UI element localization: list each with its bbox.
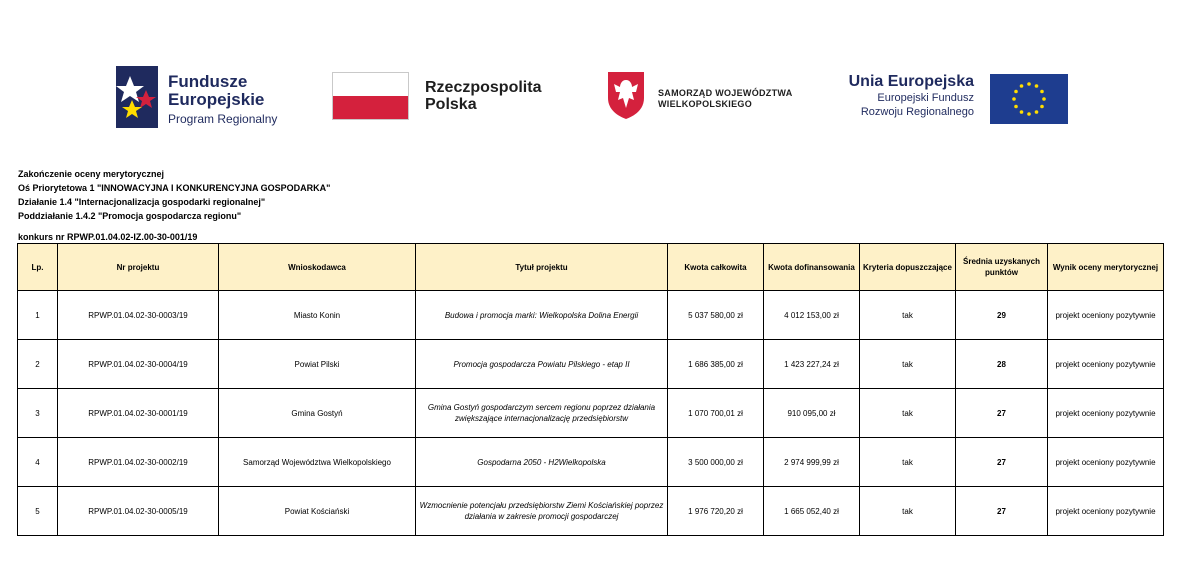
logo-bar — [106, 60, 1070, 136]
priority-axis: Oś Priorytetowa 1 "INNOWACYJNA I KONKURENCYJNA GOSPODARKA" — [18, 183, 331, 193]
cell-applicant: Samorząd Województwa Wielkopolskiego — [219, 438, 416, 487]
eu-star-icon — [1040, 105, 1044, 109]
cell-result: projekt oceniony pozytywnie — [1048, 487, 1164, 536]
cell-result: projekt oceniony pozytywnie — [1048, 291, 1164, 340]
polish-flag-icon — [332, 72, 409, 120]
cell-result: projekt oceniony pozytywnie — [1048, 389, 1164, 438]
col-tytul: Tytuł projektu — [416, 244, 668, 291]
col-srednia: Średnia uzyskanych punktów — [956, 244, 1048, 291]
cell-points: 27 — [956, 389, 1048, 438]
col-wnioskodawca: Wnioskodawca — [219, 244, 416, 291]
cell-lp: 1 — [18, 291, 58, 340]
eu-star-icon — [1020, 84, 1024, 88]
cell-total: 3 500 000,00 zł — [668, 438, 764, 487]
subaction-line: Poddziałanie 1.4.2 "Promocja gospodarcza regionu" — [18, 211, 242, 221]
cell-cofinancing: 2 974 999,99 zł — [764, 438, 860, 487]
cell-nr: RPWP.01.04.02-30-0003/19 — [58, 291, 219, 340]
fundusze-europejskie-logo — [116, 63, 286, 127]
cell-nr: RPWP.01.04.02-30-0005/19 — [58, 487, 219, 536]
fundusze-line2: Europejskie — [168, 90, 265, 109]
cell-criteria: tak — [860, 487, 956, 536]
eagle-shield-icon — [606, 70, 646, 120]
eu-star-icon — [1042, 97, 1046, 101]
eu-star-icon — [1014, 105, 1018, 109]
eu-star-icon — [1027, 112, 1031, 116]
cell-cofinancing: 910 095,00 zł — [764, 389, 860, 438]
cell-criteria: tak — [860, 291, 956, 340]
cell-title: Budowa i promocja marki: Wielkopolska Dolina Energii — [416, 291, 668, 340]
cell-lp: 4 — [18, 438, 58, 487]
cell-result: projekt oceniony pozytywnie — [1048, 438, 1164, 487]
cell-total: 5 037 580,00 zł — [668, 291, 764, 340]
table-row — [18, 487, 1164, 536]
rzeczpospolita-line2: Polska — [425, 96, 477, 113]
eu-star-icon — [1035, 84, 1039, 88]
cell-criteria: tak — [860, 389, 956, 438]
cell-cofinancing: 4 012 153,00 zł — [764, 291, 860, 340]
cell-applicant: Gmina Gostyń — [219, 389, 416, 438]
cell-total: 1 686 385,00 zł — [668, 340, 764, 389]
cell-applicant: Miasto Konin — [219, 291, 416, 340]
cell-result: projekt oceniony pozytywnie — [1048, 340, 1164, 389]
table-row — [18, 389, 1164, 438]
rzeczpospolita-logo — [332, 72, 572, 124]
evaluation-title: Zakończenie oceny merytorycznej — [18, 169, 165, 179]
cell-cofinancing: 1 665 052,40 zł — [764, 487, 860, 536]
cell-applicant: Powiat Kościański — [219, 487, 416, 536]
table-row — [18, 340, 1164, 389]
fundusze-star-icon — [116, 66, 158, 128]
contest-number: konkurs nr RPWP.01.04.02-IZ.00-30-001/19 — [18, 232, 198, 242]
fundusze-line1: Fundusze — [168, 72, 248, 91]
cell-points: 27 — [956, 438, 1048, 487]
cell-total: 1 070 700,01 zł — [668, 389, 764, 438]
eu-flag-icon — [990, 74, 1068, 124]
cell-lp: 5 — [18, 487, 58, 536]
col-kwota-calkowita: Kwota całkowita — [668, 244, 764, 291]
eu-star-icon — [1014, 90, 1018, 94]
unia-europejska-logo — [836, 70, 1068, 126]
table-row — [18, 291, 1164, 340]
col-kwota-dofinansowania: Kwota dofinansowania — [764, 244, 860, 291]
eu-star-icon — [1020, 110, 1024, 114]
cell-cofinancing: 1 423 227,24 zł — [764, 340, 860, 389]
table-row — [18, 438, 1164, 487]
cell-lp: 2 — [18, 340, 58, 389]
cell-title: Gmina Gostyń gospodarczym sercem regionu poprzez działania zwiększające internacjonalizację przedsiębiorstw — [416, 389, 668, 438]
cell-criteria: tak — [860, 438, 956, 487]
cell-criteria: tak — [860, 340, 956, 389]
col-kryteria: Kryteria dopuszczające — [860, 244, 956, 291]
unia-line3: Rozwoju Regionalnego — [860, 106, 974, 118]
col-nr-projektu: Nr projektu — [58, 244, 219, 291]
samorzad-line2: WIELKOPOLSKIEGO — [658, 99, 753, 109]
cell-lp: 3 — [18, 389, 58, 438]
cell-title: Gospodarna 2050 - H2Wielkopolska — [416, 438, 668, 487]
cell-title: Wzmocnienie potencjału przedsiębiorstw Ziemi Kościańskiej poprzez działania w zakresie promocji gospodarczej — [416, 487, 668, 536]
eu-star-icon — [1035, 110, 1039, 114]
action-line: Działanie 1.4 "Internacjonalizacja gospodarki regionalnej" — [18, 197, 266, 207]
results-table — [17, 243, 1164, 536]
samorzad-logo — [606, 70, 806, 126]
eu-star-icon — [1027, 82, 1031, 86]
eu-star-icon — [1040, 90, 1044, 94]
document-header — [18, 167, 330, 223]
unia-line1: Unia Europejska — [848, 73, 974, 90]
cell-nr: RPWP.01.04.02-30-0002/19 — [58, 438, 219, 487]
cell-total: 1 976 720,20 zł — [668, 487, 764, 536]
unia-line2: Europejski Fundusz — [877, 92, 974, 104]
table-header-row — [18, 244, 1164, 291]
rzeczpospolita-line1: Rzeczpospolita — [425, 79, 542, 96]
cell-title: Promocja gospodarcza Powiatu Pilskiego - etap II — [416, 340, 668, 389]
eu-star-icon — [1012, 97, 1016, 101]
cell-applicant: Powiat Pilski — [219, 340, 416, 389]
cell-points: 27 — [956, 487, 1048, 536]
fundusze-line3: Program Regionalny — [168, 112, 278, 126]
cell-nr: RPWP.01.04.02-30-0004/19 — [58, 340, 219, 389]
cell-points: 28 — [956, 340, 1048, 389]
col-lp: Lp. — [18, 244, 58, 291]
samorzad-line1: SAMORZĄD WOJEWÓDZTWA — [658, 88, 793, 98]
col-wynik: Wynik oceny merytorycznej — [1048, 244, 1164, 291]
cell-points: 29 — [956, 291, 1048, 340]
cell-nr: RPWP.01.04.02-30-0001/19 — [58, 389, 219, 438]
